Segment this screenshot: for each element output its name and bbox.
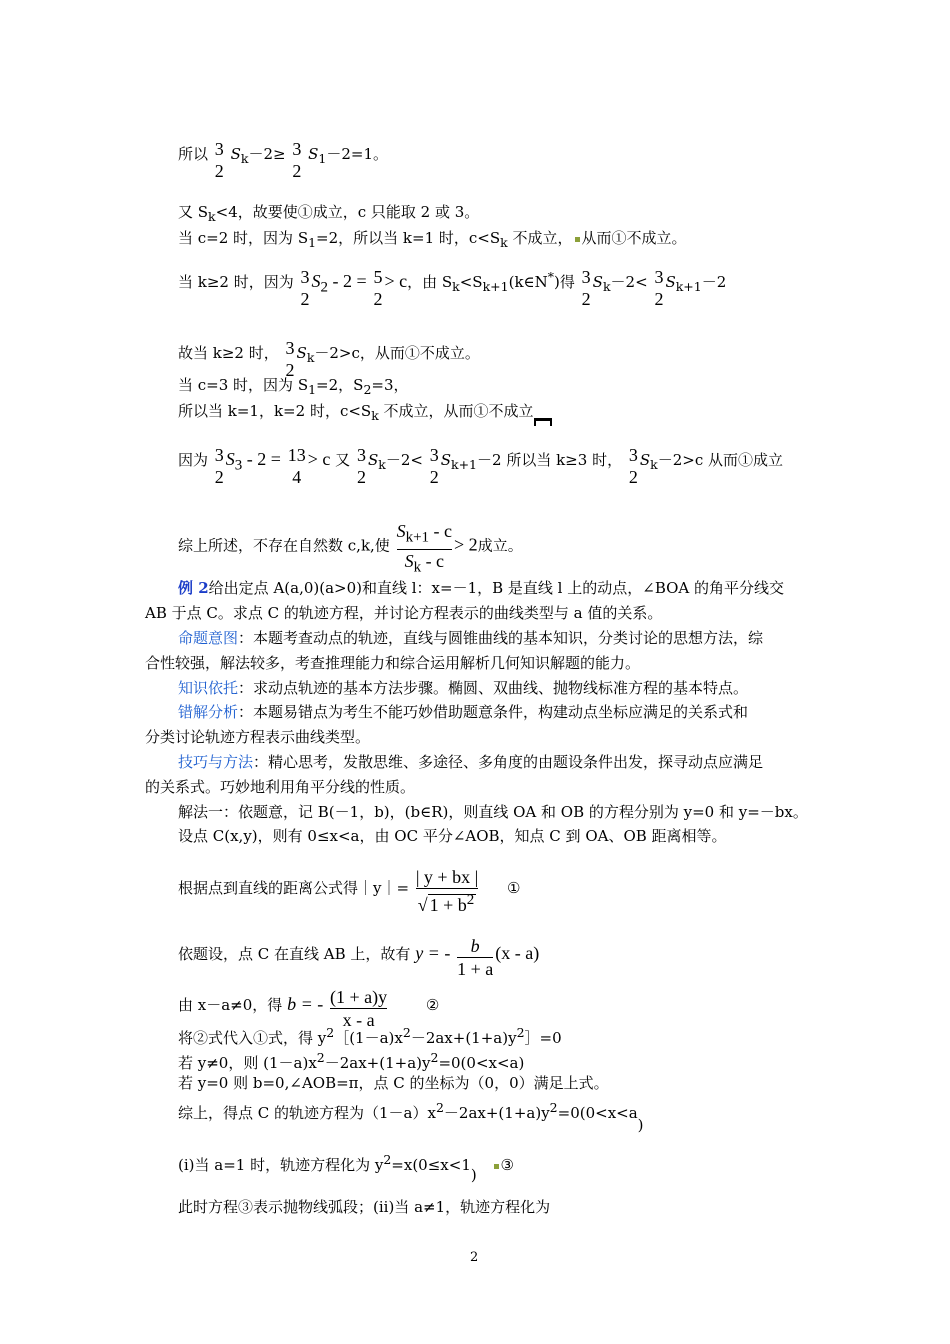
distance-fraction: $\frac{| y + bx |}{√ 1 + b^2}$ [415,867,479,915]
example-2-line-1: 例 2给出定点 A(a,0)(a>0)和直线 l：x=－1，B 是直线 l 上的动点，∠BOA 的角平分线交 [178,579,785,597]
method-line-2: 的关系式。巧妙地利用角平分线的性质。 [145,778,416,796]
slope-fraction: $\frac{b}{1 + a}$ [457,936,494,979]
anchor-mark [494,1164,499,1169]
b-expression-line: 由 x－a≠0，得 b = - $\frac{(1 + a)y}{x - a}$ ② [178,987,440,1030]
method-line-1: 技巧与方法：精心思考，发散思维、多途径、多角度的由题设条件出发，探寻动点应满足 [178,753,764,771]
derivation-line-2: 又 $S_k<4$，故要使①成立，c 只能取 2 或 3。 [178,203,480,224]
derivation-line-4: 当 k≥2 时，因为 3 2 $S_2 - 2$ = 5 2 > c，由 $S_k<S_{k+1}(k\in N^*)$得 3 2 $S_k-2<$ 3 2 $S_{k+1}-2$ [178,267,727,309]
fraction-3-2: 3 2 [628,445,638,487]
fraction-3-2: 3 2 [214,445,224,487]
error-line-1: 错解分析：本题易错点为考生不能巧妙借助题意条件，构建动点坐标应满足的关系式和 [178,703,749,721]
intent-line-2: 合性较强，解法较多，考查推理能力和综合运用解析几何知识解题的能力。 [145,654,641,672]
derivation-line-1: 所以 3 2 $S_k-2\ge$ 3 2 $S_1-2=1$。 [178,139,389,181]
fraction-3-2: 3 2 [654,267,664,309]
solution-line-8: 若 y=0 则 b=0,∠AOB=π，点 C 的坐标为（0，0）满足上式。 [178,1074,609,1092]
conclusion-line: 综上所述，不存在自然数 c,k,使 $\frac{S_{k+1} - c}{S_k - c}$ > 2成立。 [178,520,523,578]
fraction-3-2: 3 2 [292,139,302,181]
solution-line-1: 解法一：依题意，记 B(－1，b)，(b∈R)，则直线 OA 和 OB 的方程分别为 y=0 和 y=－bx。 [178,803,808,821]
anchor-mark [575,237,580,242]
text: 所以 [178,145,209,163]
fraction-3-2: 3 2 [285,338,295,380]
b-fraction: $\frac{(1 + a)y}{x - a}$ [330,987,388,1030]
section-heading: 错解分析 [178,703,239,721]
solution-line-7: 若 y≠0，则 $(1-a)x^2-2ax+(1+a)y^2=0(0<x<a)$ [178,1050,525,1072]
solution-line-2: 设点 C(x,y)，则有 0≤x<a，由 OC 平分∠AOB，知点 C 到 OA、OB 距离相等。 [178,827,727,845]
fraction-3-2: 3 2 [581,267,591,309]
example-2-line-2: AB 于点 C。求点 C 的轨迹方程，并讨论方程表示的曲线类型与 a 值的关系。 [145,604,663,622]
solution-line-9: 综上，得点 C 的轨迹方程为$(1-a)x^2-2ax+(1+a)y^2=0(0<x<a)$ [178,1100,644,1134]
solution-line-6: 将②式代入①式，得 $y^2[(1-a)x^2-2ax+(1+a)y^2]=0$ [178,1025,562,1047]
basis-line: 知识依托：求动点轨迹的基本方法步骤。椭圆、双曲线、抛物线标准方程的基本特点。 [178,679,749,697]
fraction-3-2: 3 2 [356,445,366,487]
anchor-mark [534,418,552,426]
fraction-13-4: 13 4 [287,445,306,487]
derivation-line-3: 当 c=2 时，因为 $S_1=2$，所以当 k=1 时，$c<S_k$ 不成立， 从而①不成立。 [178,229,687,250]
fraction-5-2: 5 2 [373,267,383,309]
page-number: 2 [470,1250,479,1265]
example-label: 例 2 [178,579,209,597]
section-heading: 知识依托 [178,679,239,697]
ratio-fraction: $\frac{S_{k+1} - c}{S_k - c}$ [396,521,453,576]
distance-formula-line: 根据点到直线的距离公式得｜y｜= $\frac{| y + bx |}{√ 1 + b^2}$ ① [178,867,521,915]
derivation-line-5: 故当 k≥2 时， 3 2 $S_k-2>c$，从而①不成立。 [178,338,480,380]
fraction-3-2: 3 2 [214,139,224,181]
fraction-3-2: 3 2 [429,445,439,487]
derivation-line-6: 当 c=3 时，因为 $S_1=2$，$S_2=3$， [178,376,409,397]
error-line-2: 分类讨论轨迹方程表示曲线类型。 [145,728,371,746]
section-heading: 命题意图 [178,629,239,647]
derivation-line-8: 因为 3 2 $S_3 - 2$ = 13 4 > c 又 3 2 $S_k-2<$ 3 2 $S_{k+1}-2$ 所以当 k≥3 时， 3 2 $S_k-2>c$ 从而①成立 [178,445,784,487]
fraction-3-2: 3 2 [300,267,310,309]
section-heading: 技巧与方法 [178,753,254,771]
case-ii-line: 此时方程③表示抛物线弧段；(ii)当 a≠1，轨迹方程化为 [178,1198,551,1216]
line-ab-equation: 依题设，点 C 在直线 AB 上，故有 y = - $\frac{b}{1 + a}$ (x - a) [178,936,540,979]
case-i-line: (i)当 a=1 时，轨迹方程化为 $y^2=x(0\le x<1)$ ③ [178,1152,514,1184]
intent-line-1: 命题意图：本题考查动点的轨迹，直线与圆锥曲线的基本知识，分类讨论的思想方法，综 [178,629,764,647]
derivation-line-7: 所以当 k=1，k=2 时，$c<S_k$ 不成立，从而①不成立 [178,401,552,426]
